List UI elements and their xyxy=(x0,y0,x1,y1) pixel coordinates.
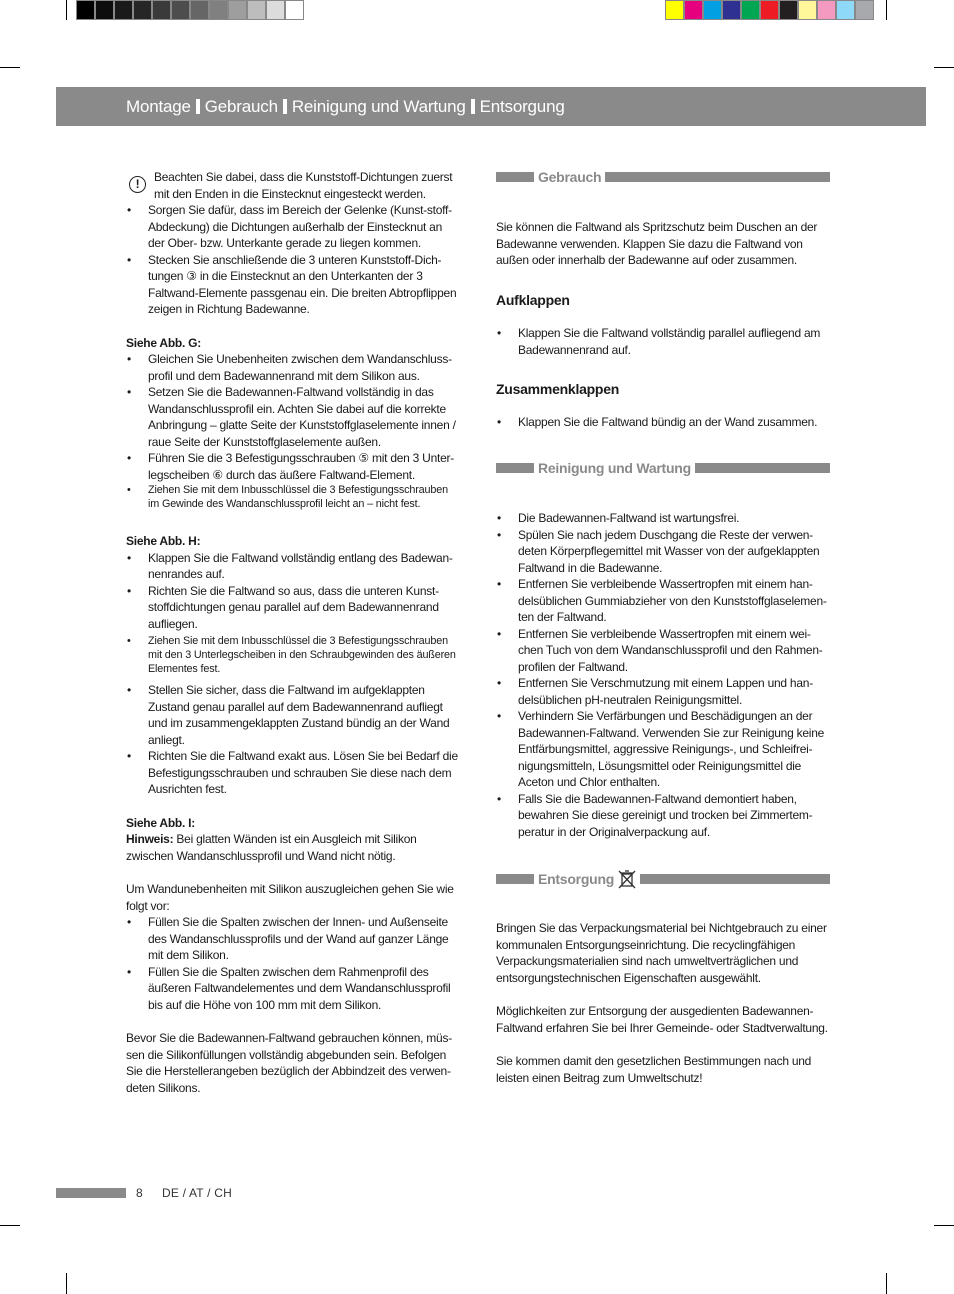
header-item-montage: Montage xyxy=(126,96,191,116)
zusammenklappen-heading: Zusammenklappen xyxy=(496,381,620,397)
color-swatch xyxy=(855,0,874,20)
warning-text: Beachten Sie dabei, dass die Kunststoff-Dichtungen zuerst mit den Enden in die Einstecknut eingesteckt werden. xyxy=(154,170,453,201)
list-item: • Sorgen Sie dafür, dass im Bereich der Gelenke (Kunst-stoff-Abdeckung) die Dichtungen außerhalb der Einstecknut an der Ober- bzw. Unterkante gerade zu liegen kommen. xyxy=(126,202,460,252)
header-item-reinigung: Reinigung und Wartung xyxy=(291,96,466,116)
silicone-intro: Um Wandunebenheiten mit Silikon auszugleichen gehen Sie wie folgt vor: xyxy=(126,882,454,913)
list-item: • Richten Sie die Faltwand exakt aus. Lösen Sie bei Bedarf die Befestigungsschrauben und schrauben Sie diese nach dem Ausrichten fest. xyxy=(126,748,460,798)
section-bar-right xyxy=(695,463,830,473)
list-item: • Stecken Sie anschließende die 3 unteren Kunststoff-Dich-tungen ③ in die Einstecknut an den Unterkanten der 3 Faltwand-Elemente passgenau ein. Die breiten Abtropflippen zeigen in Richtung Badewanne. xyxy=(126,252,460,318)
list-item: • Richten Sie die Faltwand so aus, dass die unteren Kunst-stoffdichtungen genau parallel auf dem Badewannenrand aufliegen. xyxy=(126,583,460,633)
crop-mark xyxy=(934,67,954,68)
region-label: DE / AT / CH xyxy=(161,1186,232,1200)
color-swatch xyxy=(209,0,228,20)
color-swatch xyxy=(247,0,266,20)
list-item: • Entfernen Sie verbleibende Wassertropfen mit einem han-delsüblichen Gummiabzieher von den Kunststoffglaselemen-ten der Faltwand. xyxy=(496,576,830,626)
list-item: • Entfernen Sie verbleibende Wassertropfen mit einem wei-chen Tuch von dem Wandanschlussprofil und den Rahmen-profilen der Faltwand. xyxy=(496,626,830,676)
section-title-entsorgung: Entsorgung xyxy=(538,870,615,887)
color-swatch xyxy=(684,0,703,20)
crop-mark xyxy=(0,67,20,68)
page-number: 8 xyxy=(136,1186,143,1200)
hint-text: Bei glatten Wänden ist ein Ausgleich mit Silikon zwischen Wandanschlussprofil und Wand nicht nötig. xyxy=(126,832,417,863)
list-item: • Entfernen Sie Verschmutzung mit einem Lappen und han-delsüblichen pH-neutralen Reinigungsmittel. xyxy=(496,675,830,708)
warning-exclamation-icon: ! xyxy=(129,176,146,193)
color-swatch xyxy=(817,0,836,20)
color-swatch xyxy=(285,0,304,20)
entsorgung-paragraph-1: Bringen Sie das Verpackungsmaterial bei Nichtgebrauch zu einer kommunalen Entsorgungseinrichtung. Die recyclingfähigen Verpackungsmaterialien sind nach umweltverträglichen und entsorgungstechnischen Eigenschaften ausgewählt. xyxy=(496,921,827,985)
figure-h-heading: Siehe Abb. H: xyxy=(126,534,201,548)
color-swatch xyxy=(798,0,817,20)
color-swatch xyxy=(779,0,798,20)
list-item: • Setzen Sie die Badewannen-Faltwand vollständig in das Wandanschlussprofil ein. Achten Sie dabei auf die korrekte Anbringung – glatte Seite der Kunststoffglaselemente innen / raue Seite der Kunststoffglaselemente außen. xyxy=(126,384,460,450)
list-item: • Füllen Sie die Spalten zwischen dem Rahmenprofil des äußeren Faltwandelementes und dem Wandanschlussprofil bis auf die Höhe von 100 mm mit dem Silikon. xyxy=(126,964,460,1014)
gebrauch-text: Sie können die Faltwand als Spritzschutz beim Duschen an der Badewanne verwenden. Klappen Sie dazu die Faltwand von außen oder innerhalb der Badewanne auf oder zusammen. xyxy=(496,220,818,267)
section-bar-entsorgung xyxy=(496,870,830,888)
list-item: • Klappen Sie die Faltwand bündig an der Wand zusammen. xyxy=(496,414,830,431)
left-column xyxy=(126,169,460,1096)
list-item: • Falls Sie die Badewannen-Faltwand demontiert haben, bewahren Sie diese gereinigt und trocken bei Zimmertem-peratur in der Originalverpackung auf. xyxy=(496,791,830,841)
header-separator xyxy=(283,99,287,114)
section-title-reinigung: Reinigung und Wartung xyxy=(538,459,691,476)
reinigung-list xyxy=(496,510,830,840)
color-swatch xyxy=(76,0,95,20)
list-item: • Gleichen Sie Unebenheiten zwischen dem Wandanschluss-profil und dem Badewannenrand mit dem Silikon aus. xyxy=(126,351,460,384)
list-item: • Füllen Sie die Spalten zwischen der Innen- und Außenseite des Wandanschlussprofils und der Wand auf ganzer Länge mit dem Silikon. xyxy=(126,914,460,964)
header-separator xyxy=(196,99,200,114)
figure-i-heading: Siehe Abb. I: xyxy=(126,815,195,830)
list-item: • Führen Sie die 3 Befestigungsschrauben ⑤ mit den 3 Unter-legscheiben ⑥ durch das äußere Faltwand-Element. xyxy=(126,450,460,483)
list-item: • Ziehen Sie mit dem Inbusschlüssel die 3 Befestigungsschrauben mit den 3 Unterlegscheiben in den Schraubgewinden des äußeren Elementes fest. xyxy=(126,634,460,676)
color-swatch xyxy=(114,0,133,20)
color-swatch xyxy=(760,0,779,20)
entsorgung-paragraph-2: Möglichkeiten zur Entsorgung der ausgedienten Badewannen-Faltwand erfahren Sie bei Ihrer Gemeinde- oder Stadtverwaltung. xyxy=(496,1004,828,1035)
color-swatch xyxy=(190,0,209,20)
crop-mark xyxy=(66,1273,67,1294)
list-item: • Ziehen Sie mit dem Inbusschlüssel die 3 Befestigungsschrauben im Gewinde des Wandanschlussprofil leicht an – nicht fest. xyxy=(126,483,460,511)
footer-bar xyxy=(56,1188,126,1198)
color-calibration-strip xyxy=(665,0,874,20)
hint-label: Hinweis: xyxy=(126,832,174,846)
closing-paragraph: Bevor Sie die Badewannen-Faltwand gebrauchen können, müs-sen die Silikonfüllungen vollständig abgebunden sein. Befolgen Sie die Herstellerangeben bezüglich der Abbindzeit des verwen-deten Silikons. xyxy=(126,1031,452,1095)
color-swatch xyxy=(665,0,684,20)
section-bar-left xyxy=(496,874,534,884)
header-item-entsorgung: Entsorgung xyxy=(479,96,565,116)
section-bar-right xyxy=(640,874,830,884)
header-item-gebrauch: Gebrauch xyxy=(204,96,278,116)
color-swatch xyxy=(152,0,171,20)
list-item: • Klappen Sie die Faltwand vollständig parallel aufliegend am Badewannenrand auf. xyxy=(496,325,830,358)
gray-calibration-strip xyxy=(76,0,304,20)
color-swatch xyxy=(95,0,114,20)
list-item: • Spülen Sie nach jedem Duschgang die Reste der verwen-deten Körperpflegemittel mit Wasser von der aufgeklappten Faltwand in die Badewanne. xyxy=(496,527,830,577)
crossed-out-bin-icon xyxy=(618,869,636,889)
entsorgung-paragraph-3: Sie kommen damit den gesetzlichen Bestimmungen nach und leisten einen Beitrag zum Umweltschutz! xyxy=(496,1054,812,1085)
list-item: • Stellen Sie sicher, dass die Faltwand im aufgeklappten Zustand genau parallel auf dem Badewannenrand aufliegt und im zusammengeklappten Zustand bündig an der Wand anliegt. xyxy=(126,682,460,748)
aufklappen-heading: Aufklappen xyxy=(496,291,570,308)
list-item: • Die Badewannen-Faltwand ist wartungsfrei. xyxy=(496,510,830,527)
header-separator xyxy=(471,99,475,114)
section-bar-right xyxy=(605,172,830,182)
warning-note xyxy=(128,169,460,202)
crop-mark xyxy=(886,0,887,20)
right-column xyxy=(496,168,830,1086)
color-swatch xyxy=(133,0,152,20)
color-swatch xyxy=(741,0,760,20)
footer-text xyxy=(136,1186,232,1200)
section-title-gebrauch: Gebrauch xyxy=(538,168,602,185)
crop-mark xyxy=(66,0,67,20)
list-item: • Klappen Sie die Faltwand vollständig entlang des Badewan-nenrandes auf. xyxy=(126,550,460,583)
figure-g-heading: Siehe Abb. G: xyxy=(126,335,201,350)
crop-mark xyxy=(0,1225,20,1226)
crop-mark xyxy=(886,1273,887,1294)
color-swatch xyxy=(722,0,741,20)
color-swatch xyxy=(266,0,285,20)
color-swatch xyxy=(228,0,247,20)
crop-mark xyxy=(934,1225,954,1226)
list-item: • Verhindern Sie Verfärbungen und Beschädigungen an der Badewannen-Faltwand. Verwenden Sie zur Reinigung keine Entfärbungsmittel, aggressive Reinigungs-, und Schleifrei-nigungsmitteln, Lösungsmittel oder Reinigungsmittel die Aceton und Chlor enthalten. xyxy=(496,708,830,791)
section-header-band xyxy=(56,87,926,126)
section-bar-gebrauch xyxy=(496,168,830,186)
color-swatch xyxy=(836,0,855,20)
section-bar-left xyxy=(496,463,534,473)
color-swatch xyxy=(171,0,190,20)
section-bar-left xyxy=(496,172,534,182)
hint-paragraph xyxy=(126,831,460,864)
section-bar-reinigung xyxy=(496,459,830,477)
color-swatch xyxy=(703,0,722,20)
